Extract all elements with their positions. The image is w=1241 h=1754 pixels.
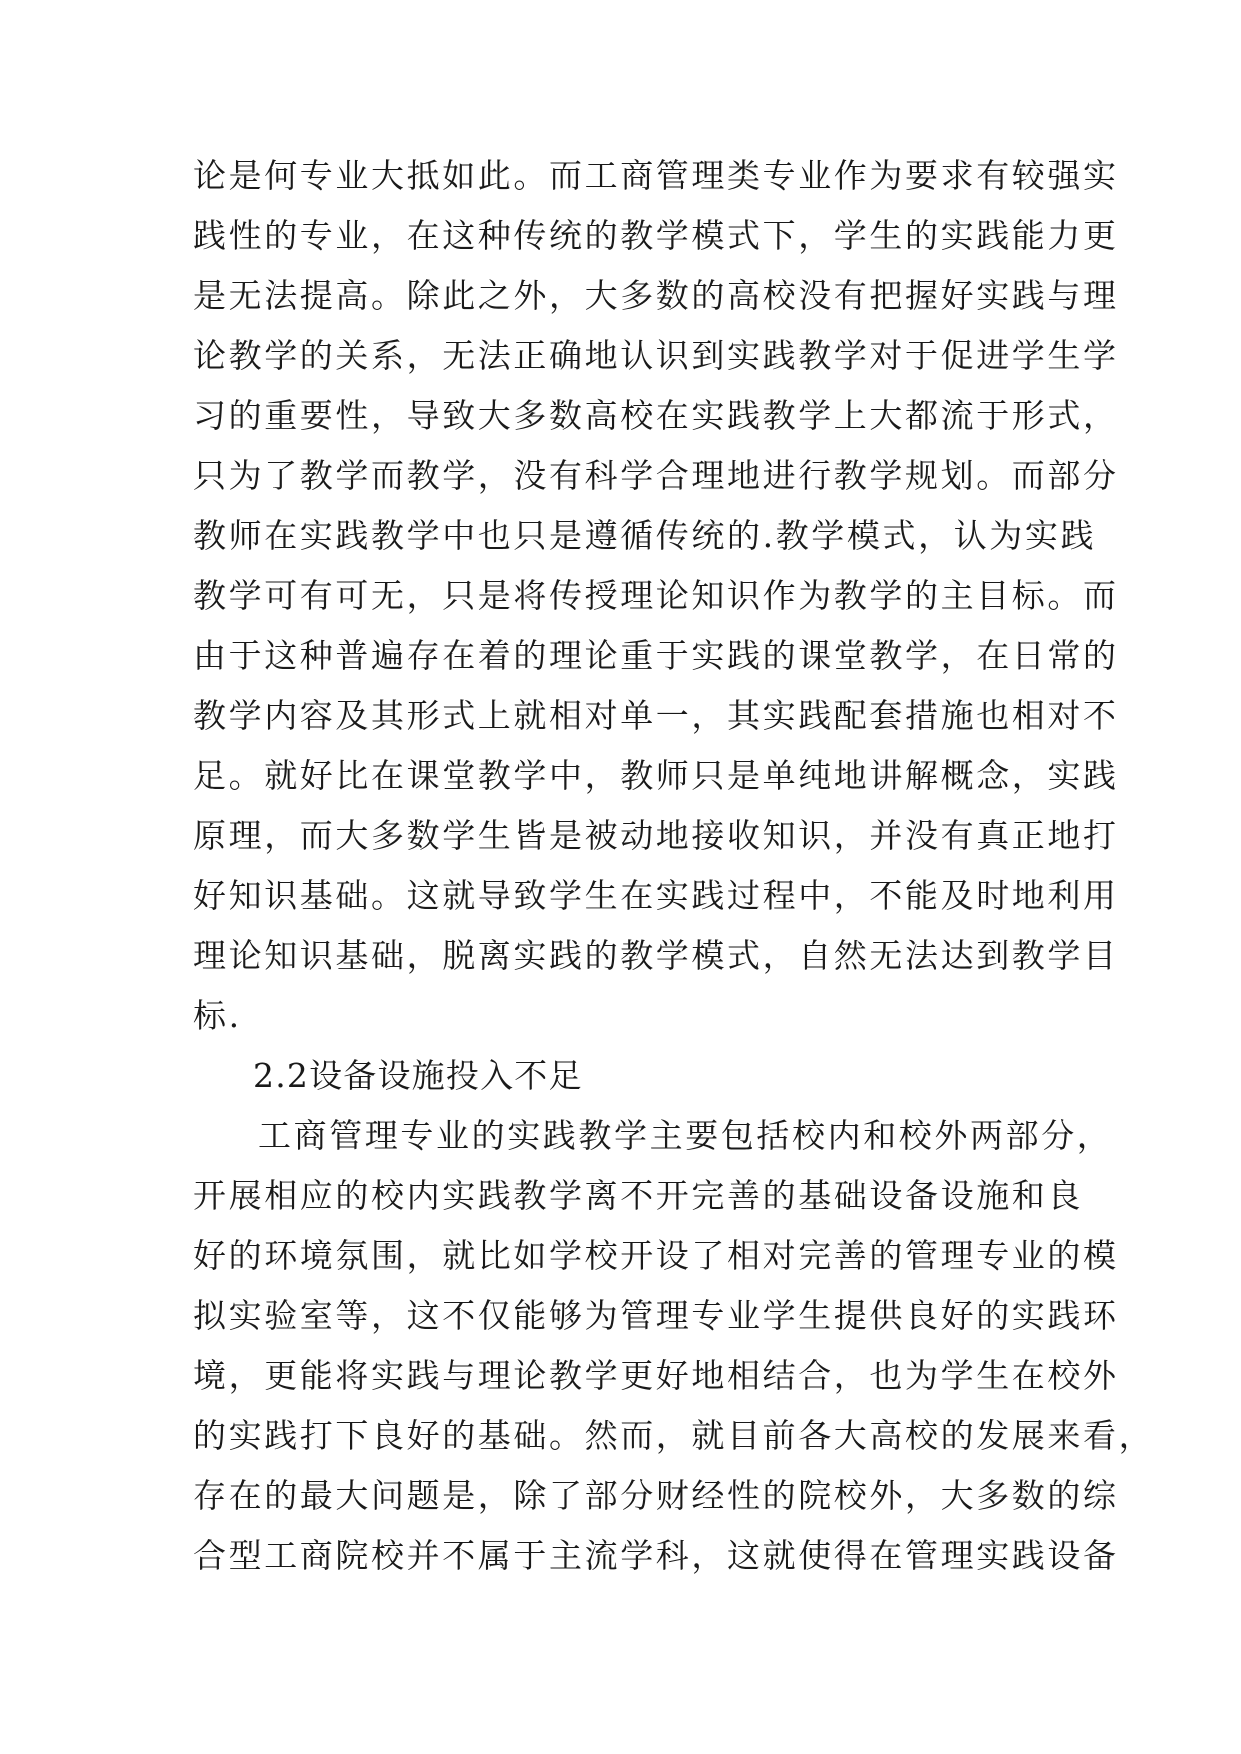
paragraph-2-line-2: 开展相应的校内实践教学离不开完善的基础设备设施和良 [193, 1176, 1083, 1215]
paragraph-2-line-5: 境，更能将实践与理论教学更好地相结合，也为学生在校外 [193, 1356, 1119, 1395]
paragraph-1-line-2: 践性的专业，在这种传统的教学模式下，学生的实践能力更 [193, 216, 1119, 255]
paragraph-1-line-10: 教学内容及其形式上就相对单一，其实践配套措施也相对不 [193, 696, 1119, 735]
paragraph-1-line-8: 教学可有可无，只是将传授理论知识作为教学的主目标。而 [193, 576, 1119, 615]
paragraph-1-line-15: 标. [193, 996, 242, 1035]
paragraph-2-line-3: 好的环境氛围，就比如学校开设了相对完善的管理专业的模 [193, 1236, 1119, 1275]
paragraph-1-line-1: 论是何专业大抵如此。而工商管理类专业作为要求有较强实 [193, 156, 1119, 195]
paragraph-1-line-11: 足。就好比在课堂教学中，教师只是单纯地讲解概念，实践 [193, 756, 1119, 795]
paragraph-1-line-3: 是无法提高。除此之外，大多数的高校没有把握好实践与理 [193, 276, 1119, 315]
paragraph-2-line-6: 的实践打下良好的基础。然而，就目前各大高校的发展来看， [193, 1416, 1155, 1455]
paragraph-1-line-6: 只为了教学而教学，没有科学合理地进行教学规划。而部分 [193, 456, 1119, 495]
paragraph-1-line-9: 由于这种普遍存在着的理论重于实践的课堂教学，在日常的 [193, 636, 1119, 675]
paragraph-1-line-4: 论教学的关系，无法正确地认识到实践教学对于促进学生学 [193, 336, 1119, 375]
paragraph-1-line-7: 教师在实践教学中也只是遵循传统的.教学模式，认为实践 [193, 516, 1097, 555]
paragraph-1-line-14: 理论知识基础，脱离实践的教学模式，自然无法达到教学目 [193, 936, 1119, 975]
section-heading: 2.2设备设施投入不足 [253, 1056, 583, 1095]
paragraph-1-line-13: 好知识基础。这就导致学生在实践过程中，不能及时地利用 [193, 876, 1119, 915]
paragraph-1-line-5: 习的重要性，导致大多数高校在实践教学上大都流于形式， [193, 396, 1119, 435]
paragraph-2-line-1: 工商管理专业的实践教学主要包括校内和校外两部分， [258, 1116, 1113, 1155]
paragraph-1-line-12: 原理，而大多数学生皆是被动地接收知识，并没有真正地打 [193, 816, 1119, 855]
paragraph-2-line-7: 存在的最大问题是，除了部分财经性的院校外，大多数的综 [193, 1476, 1119, 1515]
paragraph-2-line-8: 合型工商院校并不属于主流学科，这就使得在管理实践设备 [193, 1536, 1119, 1575]
paragraph-2-line-4: 拟实验室等，这不仅能够为管理专业学生提供良好的实践环 [193, 1296, 1119, 1335]
